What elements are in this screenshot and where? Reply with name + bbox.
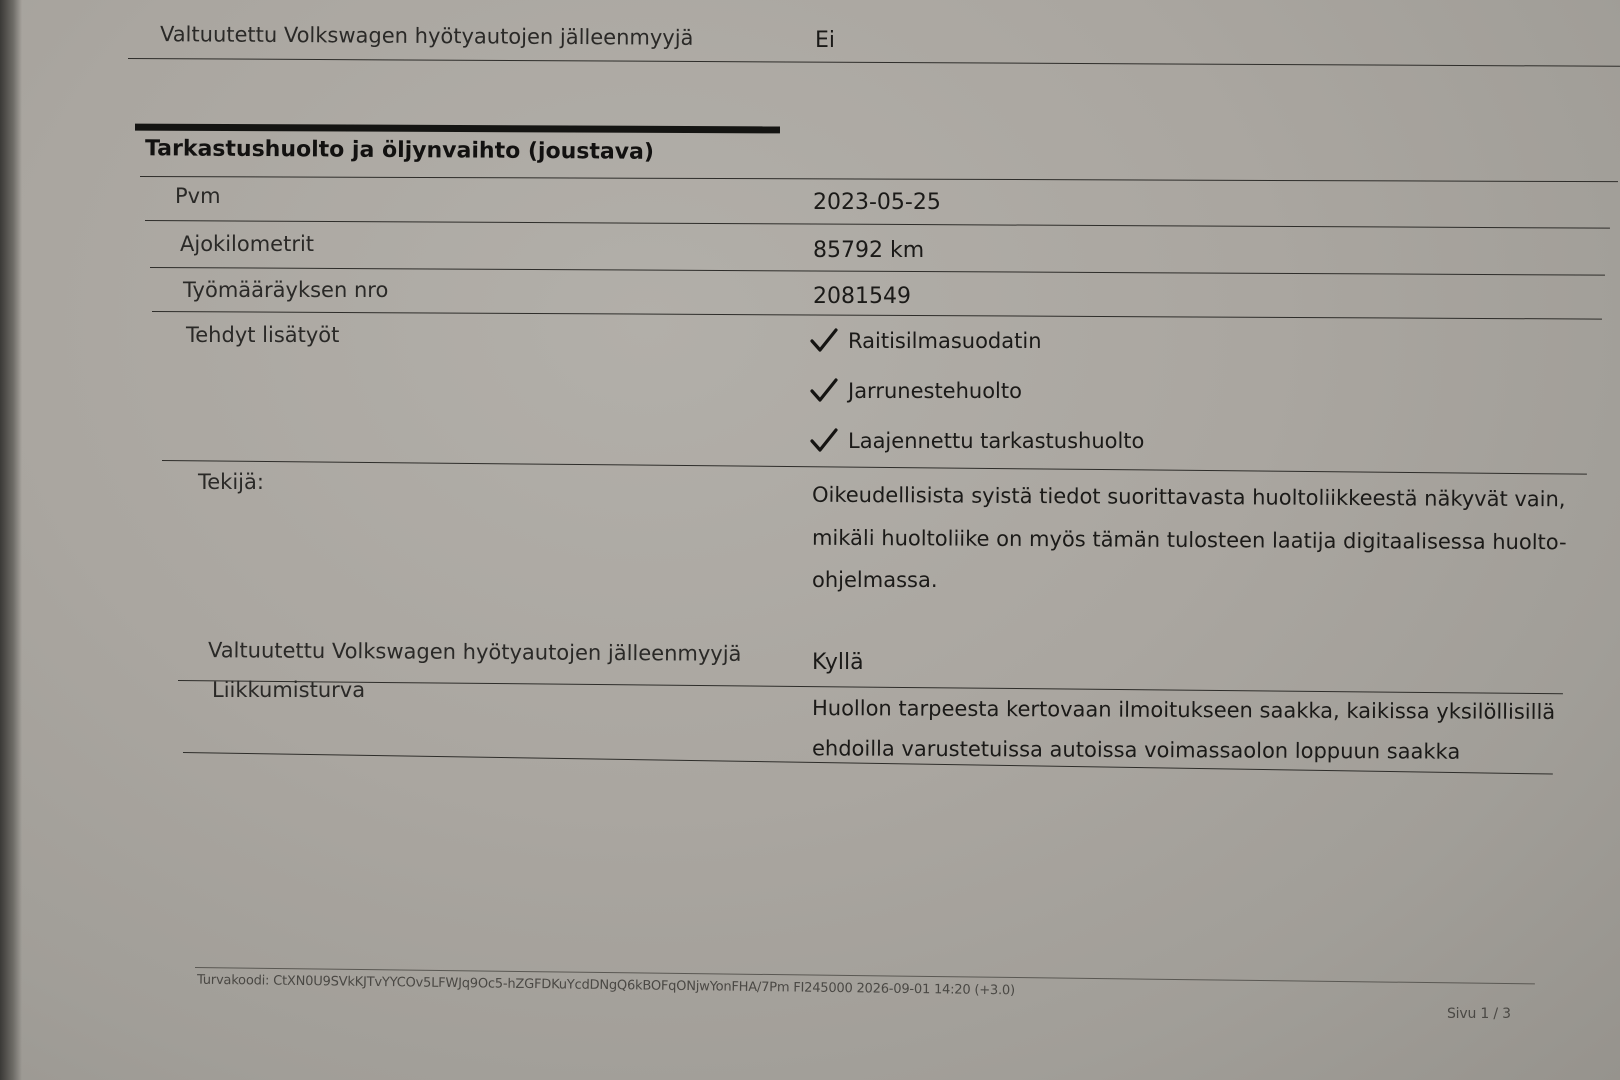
checkmark-icon [810, 428, 838, 454]
extra-work-item-label: Laajennettu tarkastushuolto [848, 429, 1145, 453]
divider [140, 176, 1618, 182]
footer-security-code: Turvakoodi: CtXN0U9SVkKJTvYYCOv5LFWJq9Oc5-hZGFDKuYcdDNgQ6kBOFqONjwYonFHA/7Pm FI245000 2026-09-01 14:20 (+3.0) [196, 972, 1016, 999]
mileage-label: Ajokilometrit [180, 232, 315, 256]
mileage-value: 85792 km [813, 238, 925, 263]
divider [162, 460, 1587, 475]
extra-work-item-label: Jarrunestehuolto [848, 379, 1022, 403]
divider [145, 220, 1610, 229]
divider [178, 680, 1563, 694]
section-bar [135, 124, 780, 134]
extra-work-item [810, 378, 1022, 404]
extra-work-item [810, 328, 1042, 354]
authorized-dealer-value: Kyllä [812, 650, 864, 675]
divider [152, 311, 1602, 320]
mobility-label: Liikkumisturva [212, 678, 366, 702]
performer-text-line: Oikeudellisista syistä tiedot suorittavasta huoltoliikkeestä näkyvät vain, [811, 482, 1566, 512]
section-title: Tarkastushuolto ja öljynvaihto (joustava) [144, 136, 655, 165]
date-label: Pvm [175, 184, 221, 208]
divider [128, 58, 1620, 67]
mobility-text-line: Huollon tarpeesta kertovaan ilmoitukseen saakka, kaikissa yksilöllisillä [811, 696, 1556, 724]
performer-text-line: mikäli huoltoliike on myös tämän tulosteen laatija digitaalisessa huolto- [811, 525, 1567, 555]
date-value: 2023-05-25 [813, 190, 941, 215]
checkmark-icon [810, 378, 838, 404]
checkmark-icon [810, 328, 838, 354]
mobility-text-line: ehdoilla varustetuissa autoissa voimassaolon loppuun saakka [811, 736, 1461, 764]
performer-label: Tekijä: [198, 470, 264, 494]
extra-work-item-label: Raitisilmasuodatin [848, 329, 1042, 353]
top-dealer-value: Ei [815, 28, 836, 53]
extra-work-label: Tehdyt lisätyöt [186, 323, 340, 347]
performer-text-line: ohjelmassa. [812, 568, 938, 592]
extra-work-item [810, 428, 1144, 454]
page-edge-shadow [0, 0, 22, 1080]
work-order-value: 2081549 [813, 284, 911, 309]
top-dealer-label: Valtuutettu Volkswagen hyötyautojen jälleenmyyjä [159, 22, 694, 50]
authorized-dealer-label: Valtuutettu Volkswagen hyötyautojen jälleenmyyjä [207, 638, 742, 666]
work-order-label: Työmääräyksen nro [183, 278, 389, 302]
divider [150, 267, 1605, 276]
footer-page-number: Sivu 1 / 3 [1447, 1006, 1511, 1022]
